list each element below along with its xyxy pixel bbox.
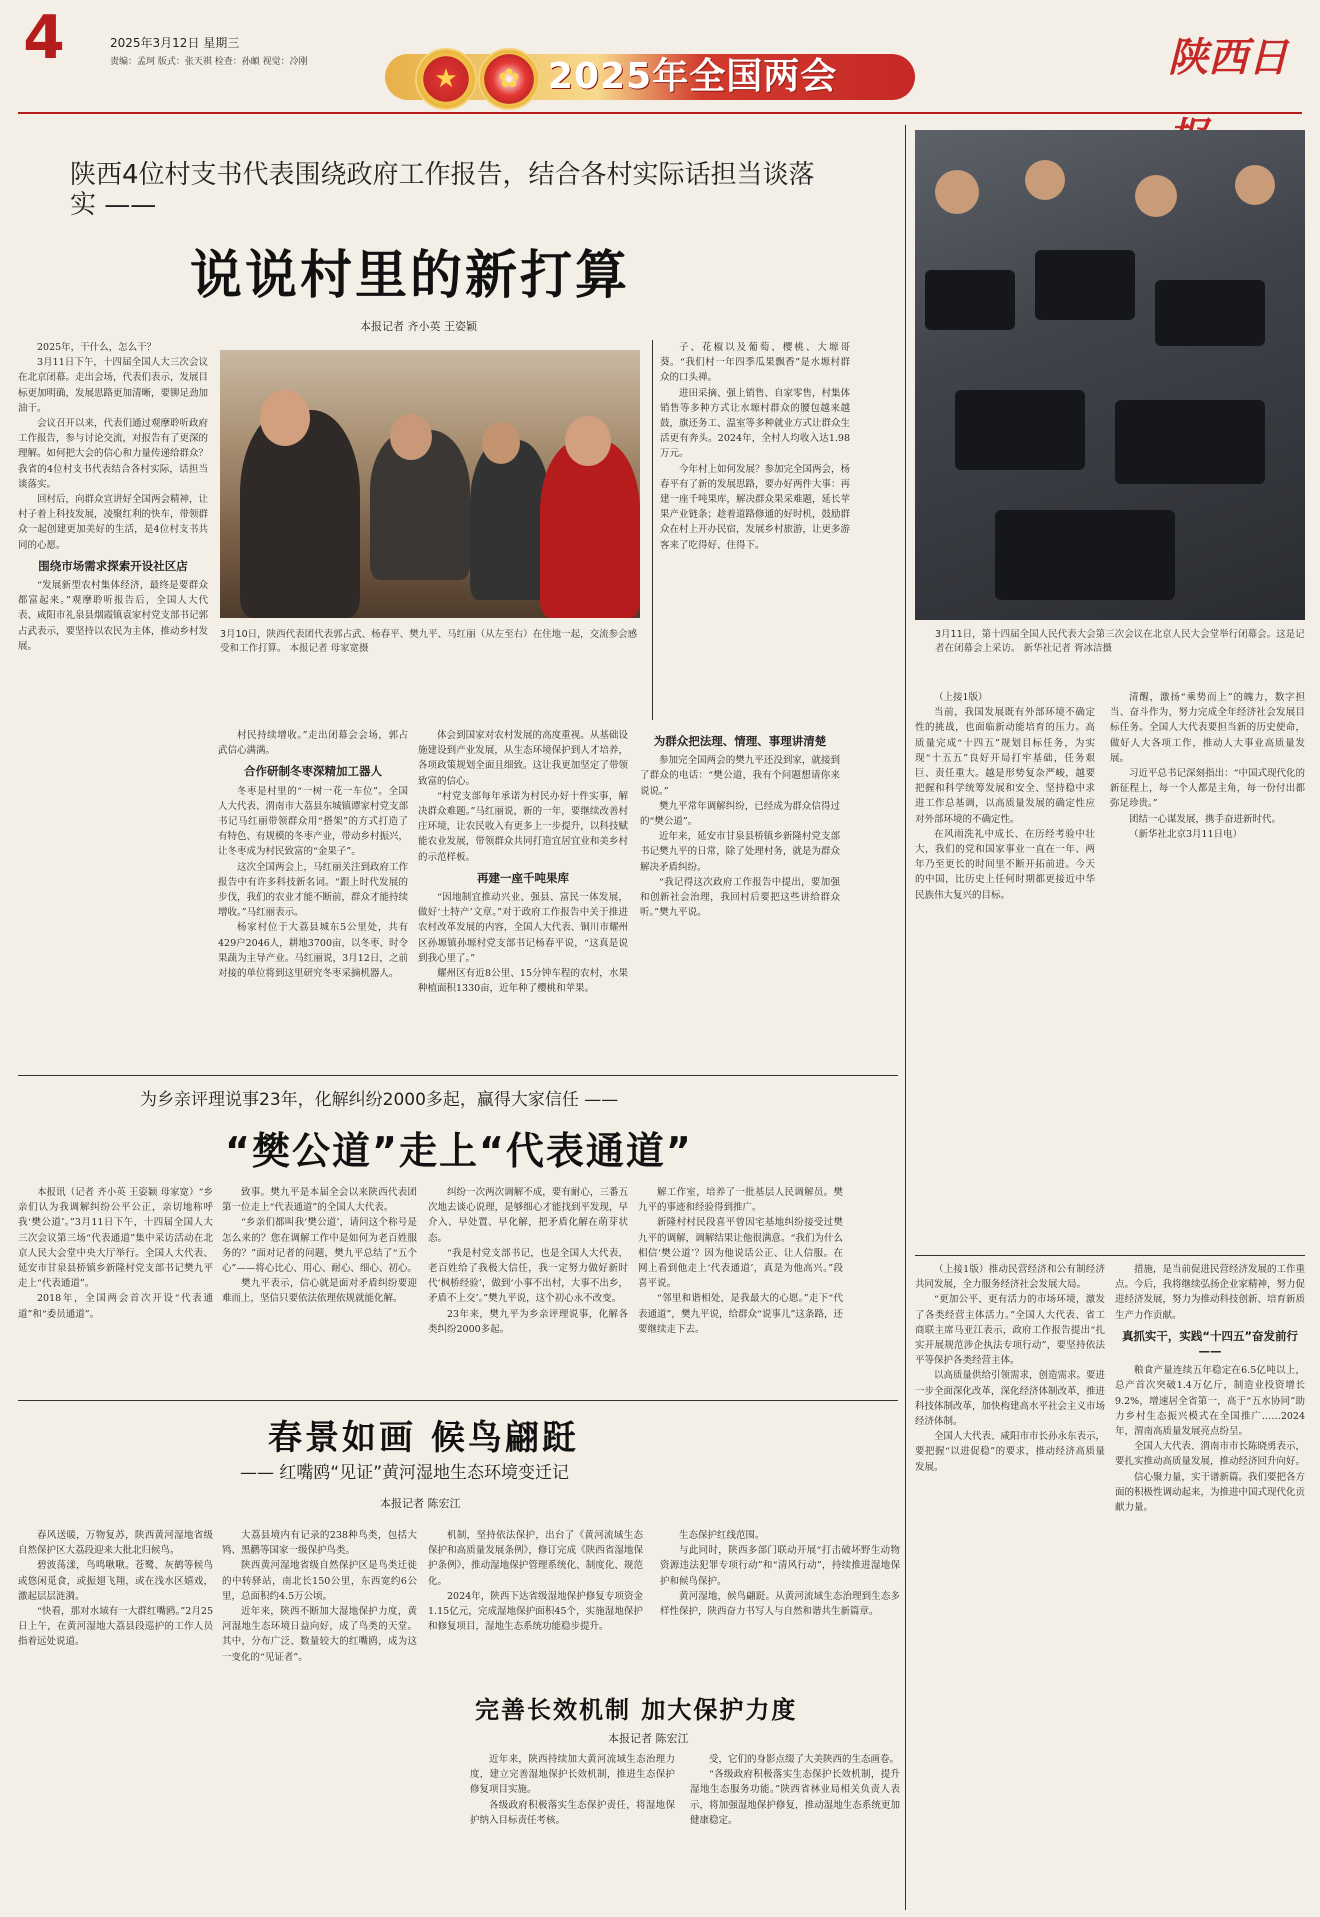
story1-title: 说说村里的新打算 bbox=[190, 246, 631, 306]
top-rule bbox=[18, 112, 1302, 114]
issue-date: 2025年3月12日 星期三 bbox=[110, 36, 240, 50]
story3b-column-1 bbox=[470, 1752, 675, 1912]
paragraph: 进田采摘、强上销售、自家零售，村集体销售等多种方式让水塬村群众的腰包越来越鼓，旗还务工、温室等多种就业方式让群众生活更有奔头。2024年，全村人均收入达1.98万元。 bbox=[660, 387, 850, 460]
paragraph: 今年村上如何发展？参加完全国两会，杨春平有了新的发展思路，要办好两件大事：再建一座千吨果库，解决群众果采难题，延长苹果产业链条；趁着道路修通的好时机，鼓励群众在村上开办民宿，发展乡村旅游，让更多游客来了吃得好、住得下。 bbox=[660, 463, 850, 551]
section-heading: 围绕市场需求探索开设社区店 bbox=[38, 558, 188, 573]
story-divider bbox=[18, 1400, 898, 1401]
paragraph: 习近平总书记深刻指出：“中国式现代化的新征程上，每一个人都是主角，每一份付出都弥足珍贵。” bbox=[1110, 768, 1305, 810]
story1-column-2 bbox=[218, 728, 408, 1188]
story3b-title: 完善长效机制 加大保护力度 bbox=[475, 1696, 798, 1724]
story4-column-1 bbox=[915, 1262, 1105, 1912]
paragraph: 近年来，陕西不断加大湿地保护力度，黄河湿地生态环境日益向好，成了鸟类的天堂。其中，分布广泛、数量较大的红嘴鸥，成为这一变化的“见证者”。 bbox=[222, 1606, 417, 1663]
story3-byline: 本报记者 陈宏江 bbox=[380, 1497, 461, 1510]
paragraph: 村民持续增收。”走出闭幕会会场，郭占武信心满满。 bbox=[218, 730, 408, 757]
story1-column-4 bbox=[640, 728, 840, 1188]
paragraph: （新华社北京3月11日电） bbox=[1129, 828, 1243, 840]
paragraph: 机制，坚持依法保护，出台了《黄河流域生态保护和高质量发展条例》，修订完成《陕西省湿地保护条例》，推动湿地保护管理系统化、制度化、规范化。 bbox=[428, 1530, 643, 1587]
paragraph: 3月11日下午，十四届全国人大三次会议在北京闭幕。走出会场，代表们表示，发展目标更加明确，发展思路更加清晰，要铆足劲加油干。 bbox=[18, 357, 208, 414]
paragraph: 纠纷一次两次调解不成，要有耐心，三番五次地去谈心说理，是够细心才能找到平发现，早介入、早处置、早化解，把矛盾化解在萌芽状态。 bbox=[428, 1187, 628, 1244]
commentary-column-2 bbox=[1110, 690, 1305, 1250]
paragraph: “村党支部每年承诺为村民办好十件实事，解决群众难题。”马红丽说，新的一年，要继续改善村庄环境，让农民收入有更多上一步提升，以科技赋能农业发展，带领群众共同打造宜居宜业和美乡村的示范样板。 bbox=[418, 790, 628, 863]
press-photo-caption: 3月11日，第十四届全国人民代表大会第三次会议在北京人民大会堂举行闭幕会。这是记者在闭幕会上采访。 新华社记者 胥冰洁摄 bbox=[935, 629, 1305, 654]
paragraph: “邻里和谐相处，是我最大的心愿。”走下“代表通道”，樊九平说，给群众“说事儿”这条路，还要继续走下去。 bbox=[638, 1293, 843, 1335]
paragraph: 会议召开以来，代表们通过观摩聆听政府工作报告，参与讨论交流，对报告有了更深的理解。如何把大会的信心和力量传递给群众？我省的4位村支书代表结合各村实际，话担当谈落实。 bbox=[18, 418, 208, 490]
national-emblem-icon: ★ bbox=[415, 48, 477, 110]
paragraph: “因地制宜推动兴业、强县、富民一体发展，做好‘土特产’文章。”对于政府工作报告中关于推进农村改革发展的内容，全国人大代表、铜川市耀州区孙塬镇孙塬村党支部书记杨春平说，“这真是说到我心里了。” bbox=[418, 892, 628, 964]
paragraph: “快看，那对水域有一大群红嘴鸥。”2月25日上午，在黄河湿地大荔县段巡护的工作人员指着远处说道。 bbox=[18, 1606, 213, 1648]
paragraph: 冬枣是村里的“一树一花一车位”。全国人大代表、渭南市大荔县东城镇谭家村党支部书记马红丽带领群众用“搭架”的方式打造了有特色、有规模的冬枣产业，带动乡村振兴，让冬枣成为村民致富的“金果子”。 bbox=[218, 785, 408, 858]
paragraph: 致事。樊九平是本届全会以来陕西代表团第一位走上“代表通道”的全国人大代表。 bbox=[222, 1187, 417, 1214]
page-number: 4 bbox=[23, 3, 65, 73]
section-heading: 再建一座千吨果库 bbox=[477, 870, 569, 885]
masthead bbox=[0, 0, 1320, 110]
paragraph: 新隆村村民段喜平曾因宅基地纠纷接受过樊九平的调解，调解结果让他很满意。“我们为什么相信‘樊公道’？因为他说话公正、让人信服。在网上看到他走上‘代表通道’，真是为他高兴。”段喜平说。 bbox=[638, 1217, 843, 1290]
paragraph: 体会到国家对农村发展的高度重视。从基础设施建设到产业发展，从生态环境保护到人才培养，各项政策规划全面且细致。这让我更加坚定了带领致富的信心。 bbox=[418, 730, 628, 787]
paragraph: 子、花椒以及葡萄、樱桃、大塬哥葵。“我们村一年四季瓜果飘香”是水塬村群众的口头禅。 bbox=[660, 342, 850, 384]
paragraph: 近年来，陕西持续加大黄河流域生态治理力度，建立完善湿地保护长效机制，推进生态保护修复项目实施。 bbox=[470, 1754, 675, 1796]
cppcc-emblem-icon: ✿ bbox=[478, 48, 540, 110]
paragraph: 以高质量供给引领需求，创造需求。要进一步全面深化改革，深化经济体制改革，推进科技体制改革，加快构建高水平社会主义市场经济体制。 bbox=[915, 1370, 1105, 1428]
story-divider bbox=[915, 1255, 1305, 1256]
paragraph: 受，它们的身影点缀了大美陕西的生态画卷。 bbox=[709, 1754, 900, 1765]
paragraph: 信心聚力量，实干谱新篇。我们要把各方面的积极性调动起来，为推进中国式现代化贡献力量。 bbox=[1115, 1471, 1305, 1514]
paragraph: 当前，我国发展既有外部环境不确定性的挑战，也面临新动能培育的压力。高质量完成“十四五”规划目标任务，为实现“十五五”良好开局打牢基础，任务艰巨、责任重大。越是形势复杂严峻，越要把握和科学统筹发展和安全、坚持稳中求进工作总基调，以高质量发展的确定性应对外部环境的不确定性。 bbox=[915, 707, 1095, 825]
paragraph: “我记得这次政府工作报告中提出，要加强和创新社会治理，我回村后要把这些讲给群众听。”樊九平说。 bbox=[640, 876, 840, 919]
column-divider bbox=[652, 340, 653, 720]
story3-column-4 bbox=[660, 1528, 900, 1698]
paragraph: 杨家村位于大荔县城东5公里处，共有429户2046人，耕地3700亩，以冬枣、时令果蔬为主导产业。马红丽说，3月12日，之前对接的单位将到这里研究冬枣采摘机器人。 bbox=[218, 922, 408, 980]
paragraph: 各级政府积极落实生态保护责任，将湿地保护纳入目标责任考核。 bbox=[470, 1799, 675, 1826]
editorial-staff: 责编：孟珂 版式：张天祺 检查：孙頔 视觉：冷刚 bbox=[110, 57, 308, 67]
paragraph: 樊九平常年调解纠纷，已经成为群众信得过的“樊公道”。 bbox=[640, 800, 840, 828]
paragraph: 全国人大代表、咸阳市市长孙永东表示，要把握“以进促稳”的要求，推动经济高质量发展。 bbox=[915, 1431, 1105, 1473]
paragraph: （上接1版）推动民营经济和公有制经济共同发展，全力服务经济社会发展大局。 bbox=[915, 1264, 1105, 1291]
story2-column-3 bbox=[428, 1185, 628, 1425]
paragraph: 耀州区有近8公里、15分钟车程的农村，水果种植面积1330亩，近年种了樱桃和苹果。 bbox=[418, 968, 628, 995]
story3b-column-2 bbox=[690, 1752, 900, 1912]
paragraph: 解工作室，培养了一批基层人民调解员。樊九平的事迹和经验得到推广。 bbox=[638, 1187, 843, 1214]
story1-column-5 bbox=[660, 340, 850, 670]
paragraph: 2018年，全国两会首次开设“代表通道”和“委员通道”。 bbox=[18, 1293, 213, 1320]
story2-subtitle: 为乡亲评理说事23年，化解纠纷2000多起，赢得大家信任 —— bbox=[140, 1090, 619, 1110]
paragraph: 樊九平表示，信心就是面对矛盾纠纷要迎难而上，坚信只要依法依理依规就能化解。 bbox=[222, 1278, 417, 1305]
paragraph: 参加完全国两会的樊九平还没到家，就接到了群众的电话：“樊公道，我有个问题想请你来说说。” bbox=[640, 755, 840, 797]
story1-column-3 bbox=[418, 728, 628, 1188]
commentary-column-1 bbox=[915, 690, 1095, 1250]
paragraph: “我是村党支部书记，也是全国人大代表，老百姓给了我极大信任，我一定努力做好新时代‘枫桥经验’，做到‘小事不出村，大事不出乡，矛盾不上交’。”樊九平说，这个初心永不改变。 bbox=[428, 1247, 628, 1305]
section-title: 2025年全国两会 bbox=[548, 56, 838, 97]
story3-column-1 bbox=[18, 1528, 213, 1913]
section-heading: 合作研制冬枣深精加工器人 bbox=[244, 764, 382, 779]
paragraph: 2025年，干什么，怎么干？ bbox=[37, 342, 157, 353]
paragraph: “乡亲们都叫我‘樊公道’，请问这个称号是怎么来的？您在调解工作中是如何为老百姓服务的？”面对记者的问题，樊九平总结了“五个心”——将心比心、用心、耐心、细心、初心。 bbox=[222, 1217, 417, 1275]
paragraph: 清醒，激扬“乘势而上”的魄力，数字担当、奋斗作为，努力完成全年经济社会发展目标任务。全国人大代表要担当新的历史使命，做好人大各项工作，推动人大事业高质量发展。 bbox=[1110, 692, 1305, 764]
paragraph: 团结一心谋发展，携手奋进新时代。 bbox=[1129, 813, 1282, 825]
section-heading: 为群众把法理、情理、事理讲清楚 bbox=[653, 734, 827, 748]
paragraph: 春风送暖，万物复苏，陕西黄河湿地省级自然保护区大荔段迎来大批北归候鸟。 bbox=[18, 1530, 213, 1557]
paragraph: 陕西黄河湿地省级自然保护区是鸟类迁徙的中转驿站，南北长150公里，东西宽约6公里，总面积约4.5万公顷。 bbox=[222, 1560, 417, 1602]
story2-column-4 bbox=[638, 1185, 843, 1425]
paragraph: 2024年，陕西下达省级湿地保护修复专项资金1.15亿元，完成湿地保护面积45个，实施湿地保护和修复项目，湿地生态系统功能稳步提升。 bbox=[428, 1590, 643, 1633]
story3-column-2 bbox=[222, 1528, 417, 1913]
story4-column-2 bbox=[1115, 1262, 1305, 1912]
paragraph: “发展新型农村集体经济，最终是要群众都富起来。”观摩聆听报告后，全国人大代表、咸阳市礼泉县烟霞镇袁家村党支部书记郭占武表示，要坚持以农民为主体，推动乡村发展。 bbox=[18, 580, 208, 652]
press-photographers-photo bbox=[915, 130, 1305, 620]
story3-title: 春景如画 候鸟翩跹 bbox=[268, 1418, 579, 1458]
story1-byline: 本报记者 齐小英 王姿颖 bbox=[360, 320, 477, 333]
paragraph: 黄河湿地，候鸟翩跹。从黄河流域生态治理到生态多样性保护，陕西奋力书写人与自然和谐共生新篇章。 bbox=[660, 1590, 900, 1618]
paragraph: 全国人大代表、渭南市市长陈晓勇表示，要扎实推动高质量发展，推动经济回升向好。 bbox=[1115, 1441, 1305, 1468]
paragraph: 回村后，向群众宣讲好全国两会精神，让村子着上科技发展，凌聚红利的快车，带领群众一起创建更加美好的生活，是4位村支书共同的心愿。 bbox=[18, 494, 208, 551]
paragraph: 本报讯（记者 齐小英 王姿颖 母家宽）“乡亲们认为我调解纠纷公平公正，亲切地称呼我‘樊公道’。”3月11日下午，十四届全国人大三次会议第三场“代表通道”集中采访活动在北京人民大会堂中央大厅举行。全国人大代表、延安市甘泉县桥镇乡新隆村党支部书记樊九平走上“代表通道”。 bbox=[18, 1187, 213, 1290]
section-heading: 真抓实干，实践“十四五”奋发前行—— bbox=[1121, 1328, 1299, 1359]
paragraph: 粮食产量连续五年稳定在6.5亿吨以上，总产首次突破1.4万亿斤，制造业投资增长9.2%，增速居全省第一，高于“五水协同”助力乡村生态振兴模式在全国推广……2024年，渭南高质量发展亮点纷呈。 bbox=[1115, 1365, 1305, 1438]
story1-column-1 bbox=[18, 340, 208, 900]
story2-column-2 bbox=[222, 1185, 417, 1425]
meeting-photo-caption: 3月10日，陕西代表团代表郭占武、杨春平、樊九平、马红丽（从左至右）在住地一起，交流参会感受和工作打算。 本报记者 母家宽摄 bbox=[220, 629, 638, 654]
story3-subtitle: —— 红嘴鸥“见证”黄河湿地生态环境变迁记 bbox=[240, 1463, 570, 1483]
meeting-photo bbox=[220, 350, 640, 618]
paragraph: 措施，是当前促进民营经济发展的工作重点。今后，我将继续弘扬企业家精神，努力促进经济发展，努力为推动科技创新、培育新质生产力作贡献。 bbox=[1115, 1264, 1305, 1321]
story3b-byline: 本报记者 陈宏江 bbox=[608, 1732, 689, 1745]
story2-column-1 bbox=[18, 1185, 213, 1425]
paragraph: “更加公平、更有活力的市场环境，激发了各类经营主体活力。”全国人大代表、省工商联主席马亚江表示，政府工作报告提出“扎实开展规范涉企执法专项行动”，要坚持依法平等保护各类经营主体。 bbox=[915, 1294, 1105, 1367]
story2-title: “樊公道”走上“代表通道” bbox=[225, 1129, 693, 1173]
paragraph: “各级政府积极落实生态保护长效机制，提升湿地生态服务功能。”陕西省林业局相关负责人表示，将加强湿地保护修复，推动湿地生态系统更加健康稳定。 bbox=[690, 1769, 900, 1826]
paragraph: 这次全国两会上，马红丽关注到政府工作报告中有许多科技新名词。“跟上时代发展的步伐，我们的农业才能不断前，群众才能持续增收。”马红丽表示。 bbox=[218, 861, 408, 919]
paragraph: 大荔县境内有记录的238种鸟类，包括大鸨、黑鹳等国家一级保护鸟类。 bbox=[222, 1530, 417, 1557]
story1-subtitle: 陕西4位村支书代表围绕政府工作报告，结合各村实际话担当谈落实 —— bbox=[70, 160, 815, 220]
paragraph: 与此同时，陕西多部门联动开展“打击破坏野生动物资源违法犯罪专项行动”和“清风行动”，持续推进湿地保护和候鸟保护。 bbox=[660, 1545, 900, 1587]
paragraph: 近年来，延安市甘泉县桥镇乡新隆村党支部书记樊九平的日常，除了处理村务，就是为群众解决矛盾纠纷。 bbox=[640, 831, 840, 873]
paragraph: 23年来，樊九平为乡亲评理说事，化解各类纠纷2000多起。 bbox=[428, 1308, 628, 1335]
column-divider bbox=[905, 125, 906, 1910]
paragraph: 生态保护红线范围。 bbox=[679, 1530, 765, 1541]
paragraph: 碧波荡漾，鸟鸣啾啾。苍鹭、灰鹤等候鸟或悠闲觅食，或振翅飞翔，或在浅水区嬉戏，激起层层涟漪。 bbox=[18, 1560, 213, 1602]
newspaper-logo: 陕西日 bbox=[1168, 34, 1288, 81]
paragraph: 在风雨洗礼中成长、在历经考验中壮大，我们的党和国家事业一直在一年、两年乃至更长的时间里不断开拓前进。今天的中国，比历史上任何时期都更接近中华民族伟大复兴的目标。 bbox=[915, 828, 1095, 901]
story-divider bbox=[18, 1075, 898, 1076]
paragraph: （上接1版） bbox=[934, 692, 988, 703]
